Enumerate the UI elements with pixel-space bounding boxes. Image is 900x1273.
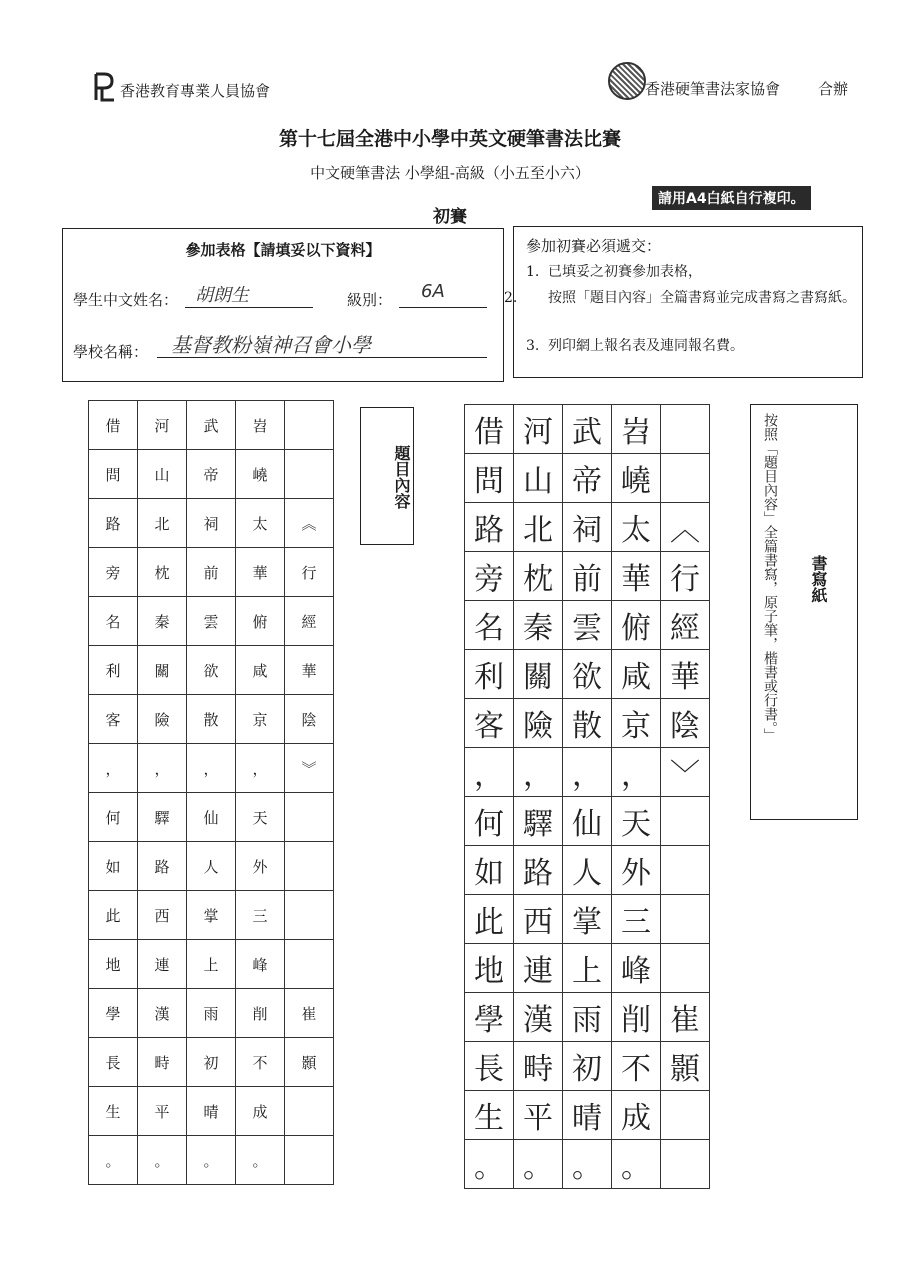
topic-grid-cell: 借	[89, 401, 138, 450]
topic-grid-cell: 外	[236, 842, 285, 891]
handwritten-cell: 旁	[465, 552, 514, 601]
topic-grid-cell	[285, 1087, 334, 1136]
handwritten-cell: 上	[563, 944, 612, 993]
grid-row	[465, 650, 710, 699]
topic-grid-cell: 岧	[236, 401, 285, 450]
handwritten-cell: 祠	[563, 503, 612, 552]
topic-grid-cell: 初	[187, 1038, 236, 1087]
topic-grid-cell: 此	[89, 891, 138, 940]
name-label: 學生中文姓名：	[73, 291, 179, 309]
grid-row	[465, 748, 710, 797]
topic-grid-cell: 河	[138, 401, 187, 450]
topic-grid-cell: 帝	[187, 450, 236, 499]
handwritten-cell: ，	[465, 748, 514, 797]
handwritten-cell: 問	[465, 454, 514, 503]
handwritten-cell: 行	[661, 552, 710, 601]
topic-grid-cell: 崔	[285, 989, 334, 1038]
handwritten-cell: ，	[612, 748, 661, 797]
requirements-title: 參加初賽必須遞交：	[526, 237, 662, 255]
handwritten-cell: 名	[465, 601, 514, 650]
topic-grid-cell: 祠	[187, 499, 236, 548]
grid-row	[89, 695, 334, 744]
topic-grid-cell: 人	[187, 842, 236, 891]
handwritten-cell: 枕	[514, 552, 563, 601]
handwritten-cell: 三	[612, 895, 661, 944]
handwritten-cell: 初	[563, 1042, 612, 1091]
topic-grid-cell: 天	[236, 793, 285, 842]
topic-grid-cell: ，	[187, 744, 236, 793]
handwritten-cell: 人	[563, 846, 612, 895]
topic-grid-cell: 武	[187, 401, 236, 450]
topic-grid-cell: 峰	[236, 940, 285, 989]
grid-row	[465, 1140, 710, 1189]
topic-grid-cell: 經	[285, 597, 334, 646]
grid-row	[465, 895, 710, 944]
handwritten-cell: 峰	[612, 944, 661, 993]
stage-label: 初賽	[433, 207, 467, 227]
handwritten-cell: 何	[465, 797, 514, 846]
class-value: 6A	[421, 281, 445, 302]
grid-row	[89, 989, 334, 1038]
topic-grid-cell: ，	[138, 744, 187, 793]
handwritten-cell: 仙	[563, 797, 612, 846]
grid-row	[465, 1042, 710, 1091]
topic-grid-cell: 上	[187, 940, 236, 989]
handwritten-cell: 秦	[514, 601, 563, 650]
topic-grid-cell: 驛	[138, 793, 187, 842]
topic-grid-cell: 俯	[236, 597, 285, 646]
org-right-name: 香港硬筆書法家協會	[645, 80, 781, 98]
topic-grid-cell: ，	[236, 744, 285, 793]
topic-grid-cell: ，	[89, 744, 138, 793]
handwritten-cell: 華	[661, 650, 710, 699]
handwritten-cell	[661, 405, 710, 454]
topic-grid-cell: ︾	[285, 744, 334, 793]
topic-grid-cell: 北	[138, 499, 187, 548]
handwritten-cell: 。	[563, 1140, 612, 1189]
handwritten-cell: 掌	[563, 895, 612, 944]
handwritten-cell: 經	[661, 601, 710, 650]
grid-row	[89, 842, 334, 891]
topic-label-box	[360, 407, 414, 545]
topic-label: 題目內容	[392, 445, 411, 509]
handwritten-cell: 漢	[514, 993, 563, 1042]
topic-grid-cell: 行	[285, 548, 334, 597]
grid-row	[89, 1038, 334, 1087]
print-notice: 請用A4白紙自行複印。	[652, 186, 811, 210]
topic-grid-cell: 京	[236, 695, 285, 744]
topic-grid-cell	[285, 940, 334, 989]
handwritten-cell: 顥	[661, 1042, 710, 1091]
school-value: 基督教粉嶺神召會小學	[171, 333, 371, 357]
grid-row	[89, 646, 334, 695]
handwritten-cell: 帝	[563, 454, 612, 503]
handwritten-cell: ︿	[661, 503, 710, 552]
topic-grid-cell: 散	[187, 695, 236, 744]
handwritten-cell: ，	[563, 748, 612, 797]
class-field[interactable]	[399, 281, 487, 308]
topic-grid-cell: 。	[236, 1136, 285, 1185]
topic-grid-cell: 何	[89, 793, 138, 842]
grid-row	[89, 793, 334, 842]
handwritten-cell: 岧	[612, 405, 661, 454]
grid-row	[465, 503, 710, 552]
topic-grid-cell: 太	[236, 499, 285, 548]
topic-grid-cell: 枕	[138, 548, 187, 597]
topic-grid-cell: 晴	[187, 1087, 236, 1136]
handwritten-cell: 。	[612, 1140, 661, 1189]
handwritten-cell	[661, 1140, 710, 1189]
handwritten-cell: 太	[612, 503, 661, 552]
handwritten-cell: 借	[465, 405, 514, 454]
topic-grid-cell: 雲	[187, 597, 236, 646]
grid-row	[89, 597, 334, 646]
page-subtitle: 中文硬筆書法 小學組-高級（小五至小六）	[310, 164, 590, 182]
topic-grid-cell: 華	[236, 548, 285, 597]
handwritten-cell: 前	[563, 552, 612, 601]
handwritten-cell	[661, 944, 710, 993]
topic-grid-cell: 問	[89, 450, 138, 499]
topic-grid-cell: 不	[236, 1038, 285, 1087]
requirement-item: 3. 列印網上報名表及連同報名費。	[526, 338, 744, 354]
handwritten-cell: 如	[465, 846, 514, 895]
pu-logo-icon	[90, 70, 116, 104]
topic-grid-cell: 險	[138, 695, 187, 744]
handwritten-cell: 客	[465, 699, 514, 748]
handwritten-cell: 西	[514, 895, 563, 944]
instructions-box	[750, 404, 858, 820]
topic-grid-cell: 關	[138, 646, 187, 695]
topic-grid-cell	[285, 1136, 334, 1185]
handwritten-cell: 陰	[661, 699, 710, 748]
grid-row	[465, 601, 710, 650]
handwritten-cell: 京	[612, 699, 661, 748]
handwritten-cell	[661, 1091, 710, 1140]
topic-grid-cell: 成	[236, 1087, 285, 1136]
topic-grid-cell: 路	[89, 499, 138, 548]
writing-grid	[464, 404, 710, 1189]
handwritten-cell	[661, 797, 710, 846]
handwritten-cell: 山	[514, 454, 563, 503]
topic-grid-cell: 長	[89, 1038, 138, 1087]
topic-grid-cell: 地	[89, 940, 138, 989]
handwritten-cell: 俯	[612, 601, 661, 650]
topic-grid-cell: 欲	[187, 646, 236, 695]
handwritten-cell: 散	[563, 699, 612, 748]
topic-grid-cell: 。	[89, 1136, 138, 1185]
topic-grid-cell	[285, 793, 334, 842]
handwritten-cell: 學	[465, 993, 514, 1042]
handwritten-cell: 晴	[563, 1091, 612, 1140]
handwritten-cell: 此	[465, 895, 514, 944]
topic-grid-cell: 生	[89, 1087, 138, 1136]
handwritten-cell: 武	[563, 405, 612, 454]
handwritten-cell: 崔	[661, 993, 710, 1042]
handwritten-cell: 嶢	[612, 454, 661, 503]
topic-grid-cell: 三	[236, 891, 285, 940]
topic-grid-cell: 西	[138, 891, 187, 940]
handwritten-cell	[661, 846, 710, 895]
handwritten-cell: 地	[465, 944, 514, 993]
entry-form	[62, 228, 504, 382]
handwritten-cell: 雨	[563, 993, 612, 1042]
handwritten-cell: 利	[465, 650, 514, 699]
grid-row	[89, 548, 334, 597]
grid-row	[465, 993, 710, 1042]
handwritten-cell: 華	[612, 552, 661, 601]
topic-grid-cell	[285, 450, 334, 499]
grid-row	[89, 401, 334, 450]
name-value: 胡朗生	[195, 285, 249, 306]
grid-row	[465, 699, 710, 748]
org-left-name: 香港教育專業人員協會	[120, 82, 271, 100]
handwritten-cell: 。	[465, 1140, 514, 1189]
handwritten-cell: 路	[514, 846, 563, 895]
topic-grid-cell: 山	[138, 450, 187, 499]
writing-paper-label: 書寫紙	[809, 555, 828, 603]
topic-grid-cell: 漢	[138, 989, 187, 1038]
topic-grid-cell: 如	[89, 842, 138, 891]
grid-row	[89, 499, 334, 548]
handwritten-cell: ，	[514, 748, 563, 797]
topic-grid-cell: 平	[138, 1087, 187, 1136]
grid-row	[465, 797, 710, 846]
seal-icon	[608, 62, 646, 100]
handwritten-cell: 削	[612, 993, 661, 1042]
instructions-text: 按照「題目內容」全篇書寫，原子筆，楷書或行書。」	[762, 413, 778, 742]
topic-grid-cell: 陰	[285, 695, 334, 744]
topic-grid-cell: 掌	[187, 891, 236, 940]
requirements-box	[504, 226, 863, 378]
topic-grid-cell	[285, 842, 334, 891]
handwritten-cell: 險	[514, 699, 563, 748]
topic-grid-cell: 。	[138, 1136, 187, 1185]
handwritten-cell: 成	[612, 1091, 661, 1140]
topic-grid-cell: 雨	[187, 989, 236, 1038]
grid-row	[89, 1136, 334, 1185]
handwritten-cell: 。	[514, 1140, 563, 1189]
handwritten-cell: 欲	[563, 650, 612, 699]
topic-grid-cell: 咸	[236, 646, 285, 695]
grid-row	[89, 1087, 334, 1136]
handwritten-cell: 路	[465, 503, 514, 552]
topic-grid-cell: 畤	[138, 1038, 187, 1087]
topic-grid-cell: 仙	[187, 793, 236, 842]
handwritten-cell: 不	[612, 1042, 661, 1091]
topic-grid-cell: 削	[236, 989, 285, 1038]
topic-grid-cell: 連	[138, 940, 187, 989]
topic-grid-cell: 華	[285, 646, 334, 695]
handwritten-cell: 畤	[514, 1042, 563, 1091]
topic-grid-cell: 客	[89, 695, 138, 744]
grid-row	[89, 744, 334, 793]
school-label: 學校名稱：	[73, 343, 149, 361]
requirement-item: 1. 已填妥之初賽參加表格，	[526, 264, 702, 280]
handwritten-cell: 連	[514, 944, 563, 993]
topic-grid-cell	[285, 401, 334, 450]
grid-row	[465, 454, 710, 503]
handwritten-cell: 外	[612, 846, 661, 895]
grid-row	[89, 940, 334, 989]
topic-grid-cell: 利	[89, 646, 138, 695]
handwritten-cell: 天	[612, 797, 661, 846]
grid-row	[465, 552, 710, 601]
handwritten-cell: 北	[514, 503, 563, 552]
handwritten-cell: 雲	[563, 601, 612, 650]
cohost-label: 合辦	[818, 80, 849, 98]
handwritten-cell: 驛	[514, 797, 563, 846]
topic-grid-cell: 旁	[89, 548, 138, 597]
name-field[interactable]	[185, 285, 313, 308]
topic-grid	[88, 400, 334, 1185]
topic-grid-cell: 前	[187, 548, 236, 597]
page-title: 第十七屆全港中小學中英文硬筆書法比賽	[278, 128, 621, 150]
class-label: 級別：	[347, 291, 393, 309]
grid-row	[465, 405, 710, 454]
topic-grid-cell: ︽	[285, 499, 334, 548]
handwritten-cell: 關	[514, 650, 563, 699]
handwritten-cell: ﹀	[661, 748, 710, 797]
handwritten-cell	[661, 454, 710, 503]
topic-grid-cell	[285, 891, 334, 940]
handwritten-cell: 平	[514, 1091, 563, 1140]
handwritten-cell: 河	[514, 405, 563, 454]
grid-row	[465, 846, 710, 895]
topic-grid-cell: 秦	[138, 597, 187, 646]
form-title: 參加表格【請填妥以下資料】	[185, 241, 381, 259]
topic-grid-cell: 路	[138, 842, 187, 891]
topic-grid-cell: 顥	[285, 1038, 334, 1087]
grid-row	[465, 1091, 710, 1140]
school-field[interactable]	[157, 335, 487, 358]
grid-row	[89, 450, 334, 499]
topic-grid-cell: 學	[89, 989, 138, 1038]
handwritten-cell	[661, 895, 710, 944]
grid-row	[89, 891, 334, 940]
topic-grid-cell: 嶢	[236, 450, 285, 499]
handwritten-cell: 長	[465, 1042, 514, 1091]
handwritten-cell: 咸	[612, 650, 661, 699]
requirement-item: 2. 按照「題目內容」全篇書寫並完成書寫之書寫紙。	[504, 290, 856, 306]
topic-grid-cell: 。	[187, 1136, 236, 1185]
handwritten-cell: 生	[465, 1091, 514, 1140]
topic-grid-cell: 名	[89, 597, 138, 646]
grid-row	[465, 944, 710, 993]
